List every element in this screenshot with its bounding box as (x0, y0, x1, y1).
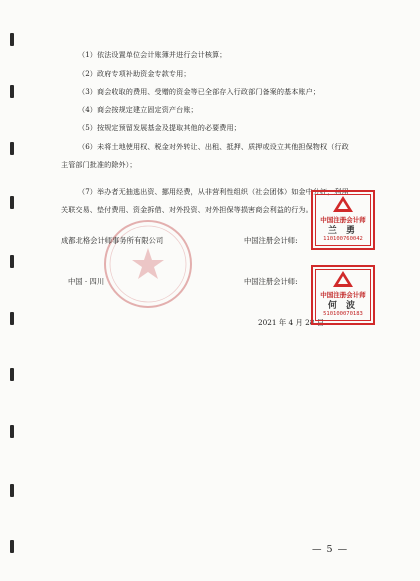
binding-hole (10, 85, 14, 98)
clause-line: 主管部门批准的除外）； (61, 160, 137, 169)
binding-hole (10, 312, 14, 325)
binding-hole (10, 33, 14, 46)
stamp-name: 何 波 (327, 301, 359, 311)
clause-line: （7）举办者无抽逃出资、挪用经费，从非营利性组织（社会团体）如金中分红，利用 (78, 187, 349, 196)
binding-hole (10, 540, 14, 553)
report-date: 2021 年 4 月 28 日 (258, 318, 324, 327)
binding-hole (10, 425, 14, 438)
clause-line: （4）商会按规定建立固定资产台账； (78, 105, 198, 114)
firm-round-seal (102, 218, 194, 310)
firm-location: 中国 · 四川 (68, 277, 105, 286)
page-number: — 5 — (312, 544, 349, 555)
binding-hole (10, 255, 14, 268)
stamp-emblem (333, 271, 353, 287)
stamp-number: 510100070183 (323, 311, 363, 317)
clause-line: （2）政府专项补助资金专款专用； (78, 69, 191, 78)
stamp-title: 中国注册会计师 (320, 216, 366, 224)
stamp-name: 兰 勇 (327, 226, 359, 236)
clause-line: （1）依法设置单位会计账簿并进行会计核算； (78, 50, 227, 59)
cpa-label-1: 中国注册会计师: (244, 236, 298, 245)
clause-line: （3）商会收取的费用、受赠的资金等已全部存入行政部门备案的基本账户； (78, 87, 321, 96)
firm-name: 成都北格会计师事务所有限公司 (61, 236, 164, 245)
binding-hole (10, 368, 14, 381)
cpa-stamp-2 (311, 265, 375, 325)
stamp-title: 中国注册会计师 (320, 291, 366, 299)
clause-line: （6）未将土地使用权、税金对外转让、出租、抵押、质押或设立其他担保物权（行政 (78, 142, 349, 151)
binding-hole (10, 484, 14, 497)
stamp-number: 110100760042 (323, 236, 363, 242)
binding-hole (10, 196, 14, 209)
stamp-emblem (333, 196, 353, 212)
clause-line: （5）按规定预留发展基金及提取其他的必要费用； (78, 123, 241, 132)
cpa-label-2: 中国注册会计师: (244, 277, 298, 286)
binding-hole (10, 142, 14, 155)
cpa-stamp-1 (311, 190, 375, 250)
clause-line: 关联交易、垫付费用、资金拆借、对外投资、对外担保等损害商会利益的行为。 (61, 205, 313, 214)
